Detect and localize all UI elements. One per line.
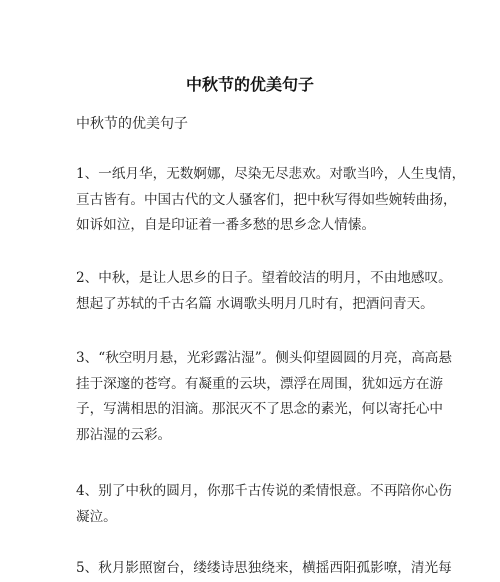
paragraph-line: 凝泣。 xyxy=(76,508,117,525)
paragraph-2 xyxy=(76,266,452,317)
paragraph-line: 1、一纸月华，无数婀娜，尽染无尽悲欢。对歌当吟，人生曳情， xyxy=(76,166,466,182)
document-subtitle: 中秋节的优美句子 xyxy=(76,116,188,132)
paragraph-5 xyxy=(76,556,452,582)
paragraph-4 xyxy=(76,479,452,530)
paragraph-line: 那沾湿的云彩。 xyxy=(76,426,172,443)
paragraph-3 xyxy=(76,346,452,448)
paragraph-line: 2、中秋，是让人思乡的日子。望着皎洁的明月，不由地感叹。 xyxy=(76,270,452,286)
paragraph-line: 想起了苏轼的千古名篇 水调歌头明月几时有，把酒问青天。 xyxy=(76,295,434,312)
paragraph-line: 如诉如泣，自是印证着一番多愁的思乡念人情愫。 xyxy=(76,217,376,233)
paragraph-1 xyxy=(76,162,466,239)
paragraph-line: 亘古皆有。中国古代的文人骚客们，把中秋写得如些婉转曲扬， xyxy=(76,191,457,208)
paragraph-line: 5、秋月影照窗台，缕缕诗思独绕来，横摇西阳孤影嘹，清光每 xyxy=(76,560,452,576)
paragraph-line: 子，写满相思的泪滴。那泯灭不了思念的素光，何以寄托心中 xyxy=(76,401,444,417)
document-title: 中秋节的优美句子 xyxy=(185,75,314,94)
paragraph-line: 挂于深邃的苍穹。有凝重的云块，漂浮在周围，犹如远方在游 xyxy=(76,375,444,392)
paragraph-line: 3、“秋空明月悬，光彩露沾湿”。侧头仰望圆圆的月亮，高高悬 xyxy=(76,350,452,366)
paragraph-line: 4、别了中秋的圆月，你那千古传说的柔情恨意。不再陪你心伤 xyxy=(76,483,452,499)
